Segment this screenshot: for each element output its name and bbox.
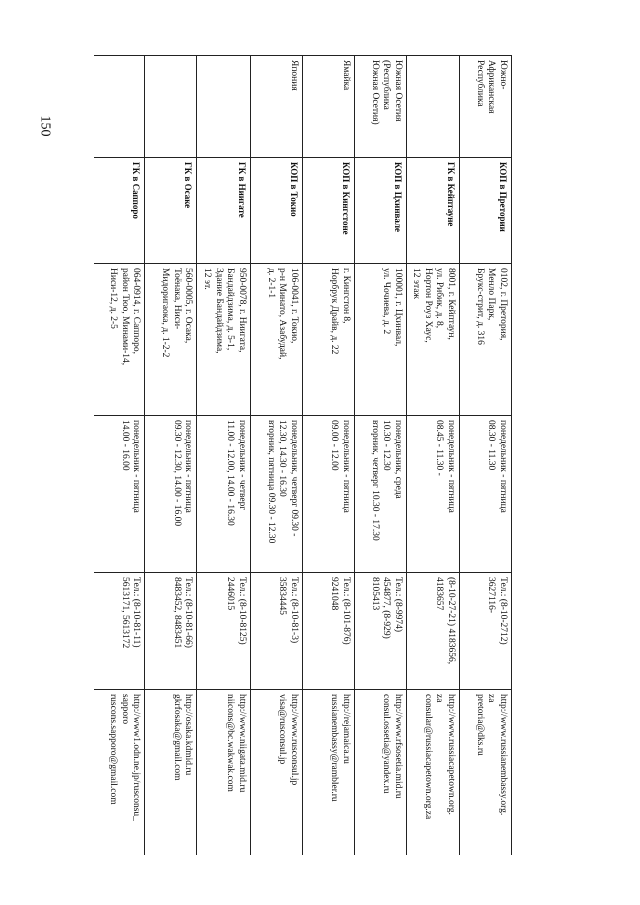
cell-contacts-line: http://www.russiacapetown.org. (446, 694, 456, 815)
cell-contacts-line: za (486, 694, 497, 703)
cell-address-line: г. Кингстон 8, (340, 268, 351, 324)
cell-contacts-line: http://www1.odn.ne.jp/rusconsu_ (131, 694, 142, 821)
cell-country (197, 56, 250, 158)
cell-hours-line: понедельник - пятница (498, 420, 508, 513)
cell-address-line: Брукс-стрит, д. 316 (474, 268, 485, 345)
cell-address-line: Норбрук Драйв, д. 22 (329, 268, 340, 355)
cell-address-line: 8001, г. Кейптаун, (446, 268, 456, 340)
cell-office-line: ГК в Кейптауне (446, 162, 456, 227)
cell-phone-line: Тел.: (8-10-2712) (498, 577, 508, 645)
cell-phone (302, 573, 354, 690)
cell-hours (302, 416, 354, 573)
cell-phone (406, 573, 459, 690)
cell-phone-line: Тел.: (8-10-8125) (236, 577, 247, 645)
cell-office (250, 158, 302, 264)
cell-country-line: Япония (288, 60, 299, 91)
cell-contacts (354, 690, 406, 856)
cell-country-line: (Республика (381, 60, 392, 110)
cell-address-line: Нортон Роуз Хаус, (422, 268, 433, 343)
cell-phone-line: 3627116- (486, 577, 497, 614)
cell-address-line: р-н Минато, Азабудай, (277, 268, 288, 360)
consulates-table (94, 55, 512, 855)
cell-country-line: Республика (474, 60, 485, 107)
cell-phone-line: 9241048 (329, 577, 340, 611)
cell-address-line: Менло Парк, (486, 268, 497, 321)
rotated-table-viewport (94, 55, 512, 855)
cell-contacts-line: gkrfosaka@gmail.com (171, 694, 182, 781)
cell-address-line: Мидоригаока, д. 1-2-2 (160, 268, 171, 358)
cell-address-line: Ниси-12, д. 2-5 (108, 268, 119, 329)
cell-phone (250, 573, 302, 690)
cell-hours (197, 416, 250, 573)
cell-address-line: ул. Рибик, д. 8, (434, 268, 445, 329)
cell-hours-line: 14.00 - 16.00 (119, 420, 130, 471)
cell-contacts-line: russianembassy@rambler.ru (329, 694, 340, 802)
rotated-table-container (94, 55, 512, 855)
cell-contacts-line: http://www.niigata.mid.ru (236, 694, 247, 793)
table-row (250, 56, 302, 856)
cell-address (197, 264, 250, 416)
cell-contacts (94, 690, 145, 856)
cell-country-line: Южная Осетия (392, 60, 403, 122)
cell-address-line: Бандайдзима, д. 5-1, (225, 268, 236, 351)
cell-hours-line: 12.30, 14.30 - 16.30 (277, 420, 288, 497)
cell-hours-line: 08.30 - 11.30 (486, 420, 497, 471)
cell-hours (145, 416, 197, 573)
cell-office (94, 158, 145, 264)
cell-contacts (197, 690, 250, 856)
cell-contacts-line: pretoria@dks.ru (474, 694, 485, 756)
cell-address-line: 12 этаж (411, 268, 422, 300)
cell-phone (94, 573, 145, 690)
cell-contacts-line: consular@russiacapetown.org.za (422, 694, 433, 820)
cell-address (94, 264, 145, 416)
cell-hours (406, 416, 459, 573)
cell-hours-line: 10.30 - 12.30 (381, 420, 392, 471)
cell-address-line: 950-0078, г. Ниигата, (236, 268, 247, 353)
cell-phone (460, 573, 512, 690)
cell-country (302, 56, 354, 158)
cell-hours-line: 09.30 - 12.30, 14.00 - 16.00 (171, 420, 182, 527)
cell-hours (250, 416, 302, 573)
cell-contacts-line: visa@rusconsul.jp (277, 694, 288, 765)
cell-hours (94, 416, 145, 573)
cell-contacts (460, 690, 512, 856)
cell-contacts-line: http://www.russianembassy.org. (498, 694, 508, 816)
cell-address-line: район Тюо, Минами-14, (119, 268, 130, 366)
cell-hours-line: понедельник - пятница (131, 420, 142, 513)
cell-address-line: 12 эт. (201, 268, 212, 290)
cell-phone-line: 2446015 (225, 577, 236, 611)
table-row (197, 56, 250, 856)
cell-hours-line: понедельник - четверг (236, 420, 247, 511)
cell-address (460, 264, 512, 416)
cell-office-line: КОП в Токио (288, 162, 299, 217)
cell-contacts-line: consul.ossetia@yandex.ru (381, 694, 392, 794)
cell-address (250, 264, 302, 416)
cell-contacts-line: http://www.rusconsul.jp (288, 694, 299, 786)
cell-hours (460, 416, 512, 573)
cell-phone-line: 8483452, 8483451 (171, 577, 182, 649)
cell-address (302, 264, 354, 416)
cell-address (145, 264, 197, 416)
cell-office (145, 158, 197, 264)
cell-hours-line: 11.00 - 12.00, 14.00 - 16.30 (225, 420, 236, 526)
cell-country (250, 56, 302, 158)
cell-country (460, 56, 512, 158)
cell-phone-line: Тел.: (8-9974) (392, 577, 403, 633)
cell-phone-line: Тел.: (8-101-876) (340, 577, 351, 645)
cell-office-line: ГК в Саппоро (131, 162, 142, 219)
cell-phone-line: (8-10-27-21) 4183656, (446, 577, 456, 665)
table-row (94, 56, 145, 856)
cell-contacts-line: http://osaka.kdmid.ru (183, 694, 194, 776)
cell-office (460, 158, 512, 264)
table-row (460, 56, 512, 856)
cell-phone-line: 454877, (8-929) (381, 577, 392, 639)
cell-country (145, 56, 197, 158)
cell-contacts (250, 690, 302, 856)
cell-hours (354, 416, 406, 573)
cell-country (406, 56, 459, 158)
cell-office-line: ГК в Осаке (183, 162, 194, 209)
cell-office-line: КОП в Кингстоне (340, 162, 351, 235)
cell-address-line: 0102, г. Претория, (498, 268, 508, 341)
cell-office-line: ГК в Ниигате (236, 162, 247, 218)
cell-phone-line: Тел.: (8-10-81-11) (131, 577, 142, 648)
cell-office (406, 158, 459, 264)
table-row (354, 56, 406, 856)
cell-office (302, 158, 354, 264)
table-row (302, 56, 354, 856)
cell-phone (145, 573, 197, 690)
cell-phone (197, 573, 250, 690)
cell-office-line: КОП в Претории (498, 162, 508, 232)
cell-hours-line: вторник, четверг 10.30 - 17.30 (369, 420, 380, 541)
cell-address (354, 264, 406, 416)
cell-address-line: д. 2-1-1 (265, 268, 276, 299)
table-body (94, 56, 512, 856)
cell-phone-line: 5613171, 5613172 (119, 577, 130, 649)
cell-office-line: КОП в Цхинвале (392, 162, 403, 233)
cell-address-line: 560-0005, г. Осака, (183, 268, 194, 344)
cell-phone-line: 4183657 (434, 577, 445, 611)
cell-address-line: ул. Чочиева, д. 2 (381, 268, 392, 335)
cell-contacts-line: za (434, 694, 445, 703)
cell-hours-line: вторник, пятница 09.30 - 12.30 (265, 420, 276, 544)
cell-contacts-line: http://rejamaica.ru (340, 694, 351, 764)
cell-country-line: Южно- (498, 60, 508, 90)
page-number: 150 (37, 115, 53, 137)
cell-contacts (145, 690, 197, 856)
cell-phone-line: 35834445 (277, 577, 288, 615)
cell-hours-line: 09.00 - 12.00 (329, 420, 340, 471)
cell-hours-line: понедельник - пятница (446, 420, 456, 513)
cell-address (406, 264, 459, 416)
cell-contacts-line: niicons@bc.wakwak.com (225, 694, 236, 792)
cell-country (354, 56, 406, 158)
cell-address-line: Здание Бандайдзима, (213, 268, 224, 354)
cell-hours-line: понедельник - пятница (340, 420, 351, 513)
cell-contacts-line: sapporo (119, 694, 130, 725)
cell-address-line: Тоёнака, Ниси- (171, 268, 182, 330)
cell-phone-line: 8105413 (369, 577, 380, 611)
cell-hours-line: 08.45 - 11.30 - (434, 420, 445, 476)
cell-country (94, 56, 145, 158)
cell-address-line: 064-0914, г. Саппоро, (131, 268, 142, 354)
cell-address-line: 106-0041, г. Токио, (288, 268, 299, 344)
cell-hours-line: понедельник, среда (392, 420, 403, 499)
table-row (406, 56, 459, 856)
cell-contacts (406, 690, 459, 856)
cell-hours-line: понедельник, четверг 09.30 - (288, 420, 299, 537)
cell-address-line: 100001, г. Цхинвал, (392, 268, 403, 347)
cell-office (354, 158, 406, 264)
cell-hours-line: понедельник - пятница (183, 420, 194, 513)
cell-phone-line: Тел.: (8-10-81-66) (183, 577, 194, 648)
cell-office (197, 158, 250, 264)
cell-phone-line: Тел.: (8-10-81-3) (288, 577, 299, 644)
cell-contacts-line: ruscons.sapporo@gmail.com (108, 694, 119, 805)
cell-contacts-line: http://www.rfsosetia.mid.ru (392, 694, 403, 799)
cell-phone (354, 573, 406, 690)
cell-country-line: Африканская (486, 60, 497, 114)
cell-contacts (302, 690, 354, 856)
cell-country-line: Ямайка (340, 60, 351, 91)
table-row (145, 56, 197, 856)
cell-country-line: Южная Осетия) (369, 60, 380, 125)
